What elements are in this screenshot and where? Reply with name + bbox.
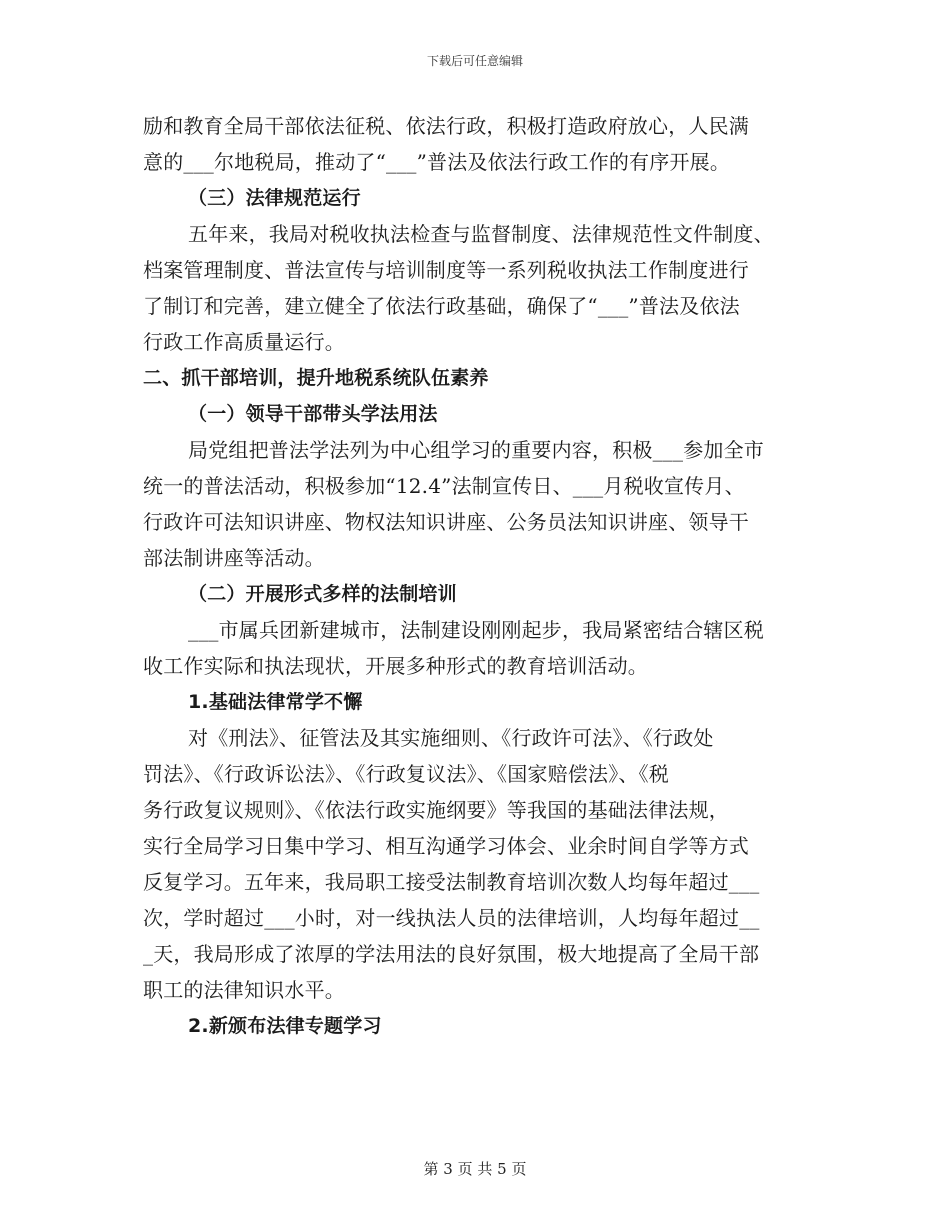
paragraph-line: 实行全局学习日集中学习、相互沟通学习体会、业余时间自学等方式 bbox=[143, 834, 749, 858]
section-heading: （三）法律规范运行 bbox=[188, 187, 361, 209]
paragraph-line: 励和教育全局干部依法征税、依法行政，积极打造政府放心，人民满 bbox=[143, 114, 749, 138]
paragraph-line: _天，我局形成了浓厚的学法用法的良好氛围，极大地提高了全局干部 bbox=[143, 942, 760, 966]
page-header: 下载后可任意编辑 bbox=[426, 54, 523, 68]
page-number: 第 3 页 共 5 页 bbox=[423, 1160, 527, 1178]
paragraph-line: 意的___尔地税局，推动了“___”普法及依法行政工作的有序开展。 bbox=[143, 150, 731, 174]
paragraph-line: 五年来，我局对税收执法检查与监督制度、法律规范性文件制度、 bbox=[188, 222, 774, 246]
chapter-heading: 二、抓干部培训，提升地税系统队伍素养 bbox=[143, 367, 489, 389]
paragraph-line: 部法制讲座等活动。 bbox=[143, 546, 325, 570]
paragraph-line: 次，学时超过___小时，对一线执法人员的法律培训，人均每年超过__ bbox=[143, 906, 760, 930]
document-body bbox=[143, 108, 811, 1044]
paragraph-line: 罚法》、《行政诉讼法》、《行政复议法》、《国家赔偿法》、《税 bbox=[143, 762, 669, 786]
paragraph-line: 务行政复议规则》、《依法行政实施纲要》等我国的基础法律法规， bbox=[143, 798, 729, 822]
paragraph-line: 行政工作高质量运行。 bbox=[143, 330, 345, 354]
section-heading: （一）领导干部带头学法用法 bbox=[188, 403, 438, 425]
paragraph-line: 了制订和完善，建立健全了依法行政基础，确保了“___”普法及依法 bbox=[143, 294, 740, 318]
paragraph-line: 职工的法律知识水平。 bbox=[143, 978, 345, 1002]
paragraph-line: 局党组把普法学法列为中心组学习的重要内容，积极___参加全市 bbox=[188, 438, 764, 462]
section-heading: （二）开展形式多样的法制培训 bbox=[188, 583, 457, 605]
paragraph-line: 对《刑法》、征管法及其实施细则、《行政许可法》、《行政处 bbox=[188, 726, 714, 750]
paragraph-line: 行政许可法知识讲座、物权法知识讲座、公务员法知识讲座、领导干 bbox=[143, 510, 749, 534]
numbered-heading: 2.新颁布法律专题学习 bbox=[188, 1015, 382, 1037]
paragraph-line: 反复学习。五年来，我局职工接受法制教育培训次数人均每年超过___ bbox=[143, 870, 760, 894]
paragraph-line: ___市属兵团新建城市，法制建设刚刚起步，我局紧密结合辖区税 bbox=[188, 618, 764, 642]
numbered-heading: 1.基础法律常学不懈 bbox=[188, 691, 363, 713]
paragraph-line: 档案管理制度、普法宣传与培训制度等一系列税收执法工作制度进行 bbox=[143, 258, 749, 282]
paragraph-line: 统一的普法活动，积极参加“12.4”法制宣传日、___月税收宣传月、 bbox=[143, 474, 745, 498]
paragraph-line: 收工作实际和执法现状，开展多种形式的教育培训活动。 bbox=[143, 654, 648, 678]
